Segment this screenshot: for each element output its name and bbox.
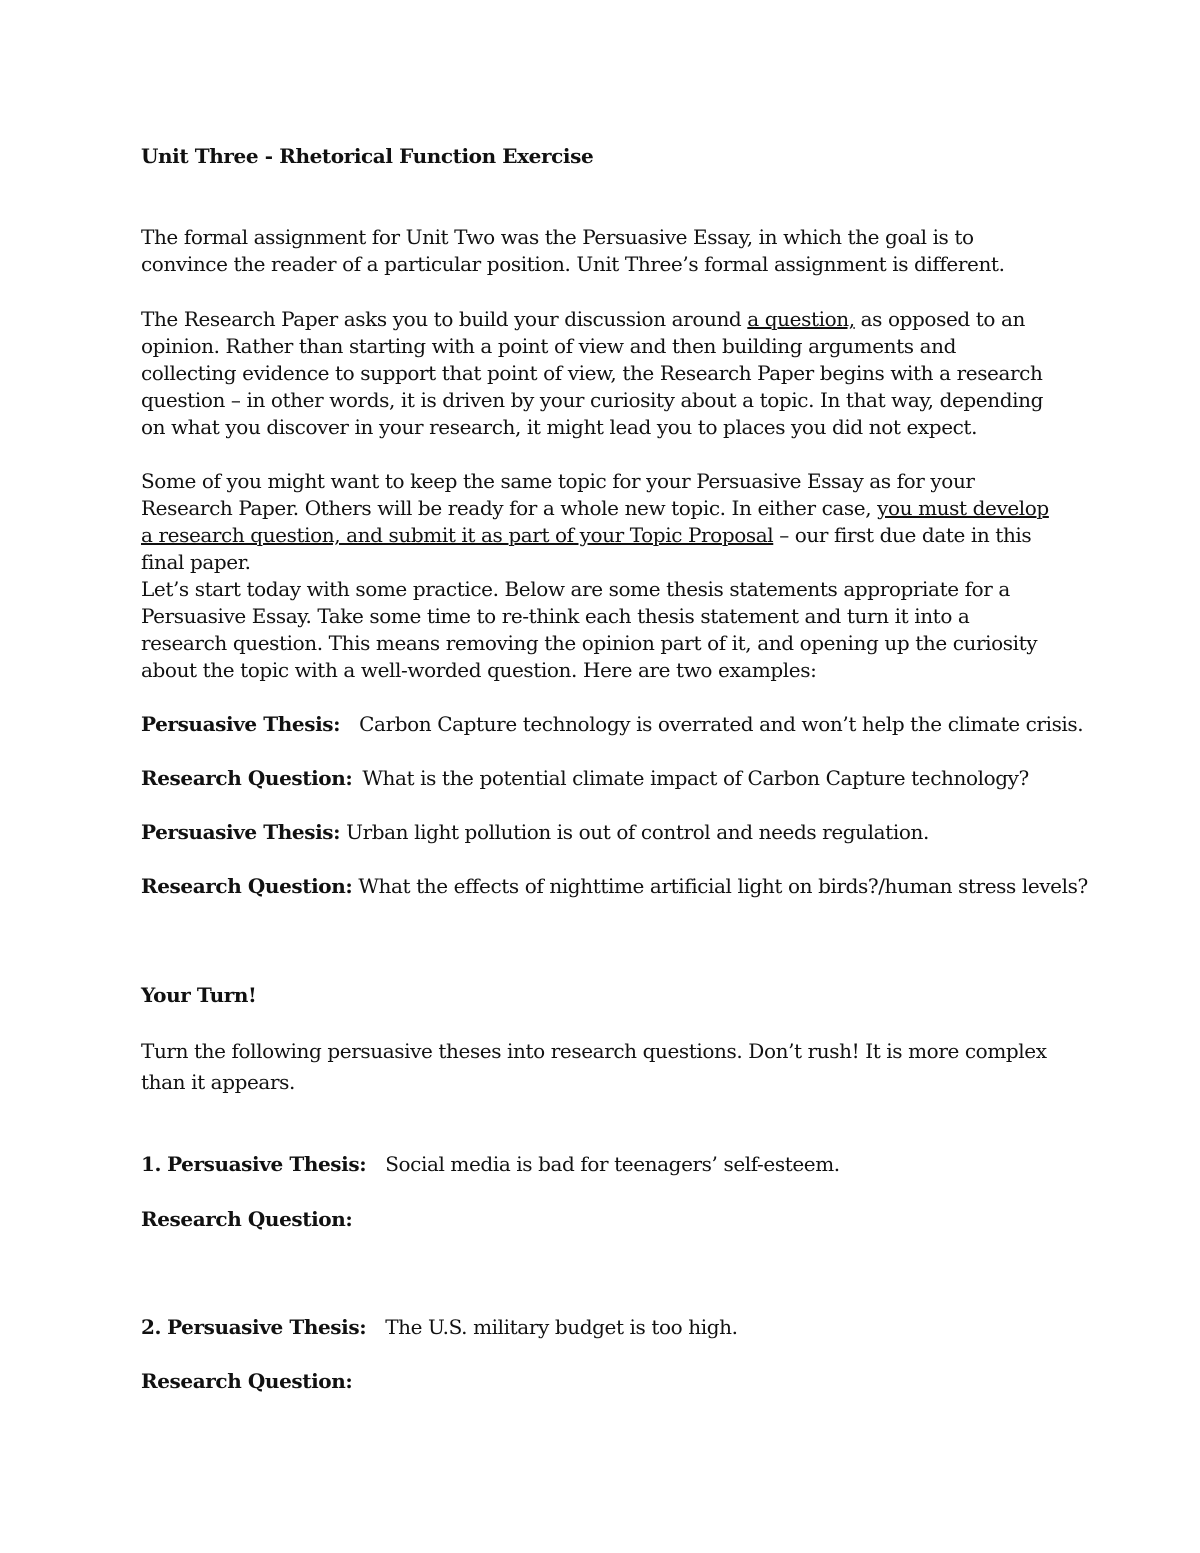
exercise-1-question-label: Research Question: — [141, 1207, 353, 1231]
exercise-1-thesis-text: Social media is bad for teenagers’ self-esteem. — [385, 1152, 840, 1176]
exercise-2-thesis — [141, 1314, 1051, 1341]
example-1-question-label: Research Question: — [141, 766, 353, 790]
exercise-2-thesis-label: Persuasive Thesis: — [167, 1315, 367, 1339]
example-2-question-text: What the effects of nighttime artificial light on birds?/human stress levels? — [358, 874, 1088, 898]
p3-underlined-text: you must develop a research question, and submit it as part of your Topic Proposal — [141, 496, 1049, 547]
p2-underlined-text: a question, — [747, 307, 855, 331]
example-1-thesis-label: Persuasive Thesis: — [141, 712, 341, 736]
exercise-1-number: 1. — [141, 1152, 162, 1176]
example-1-thesis — [141, 711, 1084, 738]
example-1-thesis-text: Carbon Capture technology is overrated and won’t help the climate crisis. — [359, 712, 1084, 736]
exercise-1-thesis — [141, 1151, 1051, 1178]
example-1-question — [141, 765, 1051, 792]
p2-text-after: as opposed to an opinion. Rather than starting with a point of view and then building arguments and collecting evidence to support that point of view, the Research Paper begins with a research question – in other words, it is driven by your curiosity about a topic. In that way, depending on what you discover in your research, it might lead you to places you did not expect. — [141, 307, 1044, 439]
exercise-1-thesis-label: Persuasive Thesis: — [167, 1152, 367, 1176]
intro-paragraph-1: The formal assignment for Unit Two was the Persuasive Essay, in which the goal is to convince the reader of a particular position. Unit Three’s formal assignment is different. — [141, 225, 1005, 276]
example-2-question — [141, 873, 1088, 900]
example-2-thesis-text: Urban light pollution is out of control and needs regulation. — [346, 820, 929, 844]
intro-paragraph-4: Let’s start today with some practice. Below are some thesis statements appropriate for a Persuasive Essay. Take some time to re-think each thesis statement and turn it into a research question. This means removing the opinion part of it, and opening up the curiosity about the topic with a well-worded question. Here are two examples: — [141, 577, 1038, 682]
example-2-thesis-label: Persuasive Thesis: — [141, 820, 341, 844]
intro-paragraph-3 — [141, 468, 1051, 576]
p2-text-before: The Research Paper asks you to build your discussion around — [141, 307, 748, 331]
example-1-question-text: What is the potential climate impact of Carbon Capture technology? — [362, 766, 1029, 790]
intro-paragraph-2 — [141, 306, 1051, 441]
example-2-question-label: Research Question: — [141, 874, 353, 898]
example-2-thesis — [141, 819, 1051, 846]
your-turn-heading: Your Turn! — [141, 983, 257, 1007]
exercise-2-number: 2. — [141, 1315, 162, 1339]
exercise-2-thesis-text: The U.S. military budget is too high. — [385, 1315, 738, 1339]
p3-text-before: Some of you might want to keep the same topic for your Persuasive Essay as for your Research Paper. Others will be ready for a whole new topic. In either case, — [141, 469, 975, 520]
exercise-2-question-label: Research Question: — [141, 1369, 353, 1393]
your-turn-instructions: Turn the following persuasive theses into research questions. Don’t rush! It is more complex than it appears. — [141, 1039, 1047, 1094]
document-title: Unit Three - Rhetorical Function Exercise — [141, 144, 594, 168]
p3-text-after: – our first due date in this final paper. — [141, 523, 1032, 574]
